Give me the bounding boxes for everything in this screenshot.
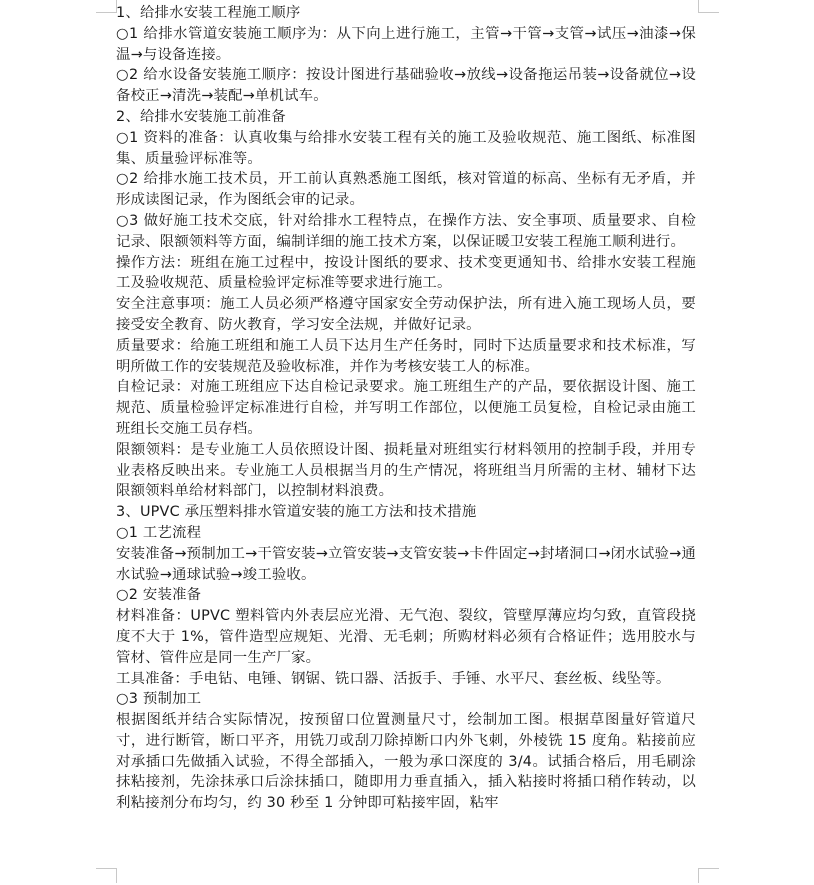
paragraph-safety-notes: 安全注意事项：施工人员必须严格遵守国家安全劳动保护法，所有进入施工现场人员，要接受安全教育、防火教育，学习安全法规，并做好记录。 xyxy=(116,296,696,333)
paragraph-pipe-installation-order: ○1 给排水管道安装施工顺序为：从下向上进行施工，主管→干管→支管→试压→油漆→保温→与设备连接。 xyxy=(116,25,696,63)
section-heading-3: 3、UPVC 承压塑料排水管道安装的施工方法和技术措施 xyxy=(116,504,477,521)
crop-mark-bottom-left xyxy=(96,868,117,883)
document-body xyxy=(116,3,696,814)
paragraph-document-preparation: ○1 资料的准备：认真收集与给排水安装工程有关的施工及验收规范、施工图纸、标准图集、质量验评标准等。 xyxy=(116,129,696,167)
crop-mark-top-right xyxy=(698,0,719,13)
paragraph-technician-review: ○2 给排水施工技术员，开工前认真熟悉施工图纸，核对管道的标高、坐标有无矛盾，并形成读图记录，作为图纸会审的记录。 xyxy=(116,171,696,209)
paragraph-self-inspection: 自检记录：对施工班组应下达自检记录要求。施工班组生产的产品，要依据设计图、施工规范、质量检验评定标准进行自检，并写明工作部位，以便施工员复检，自检记录由施工班组长交施工员存档。 xyxy=(116,379,696,437)
subheading-process-flow: ○1 工艺流程 xyxy=(116,524,202,541)
paragraph-material-prep: 材料准备：UPVC 塑料管内外表层应光滑、无气泡、裂纹，管壁厚薄应均匀致，直管段挠度不大于 1%，管件造型应规矩、光滑、无毛刺；所购材料必须有合格证件；选用胶水与管材、管件应是同一生产厂家。 xyxy=(116,608,696,666)
paragraph-operation-method: 操作方法：班组在施工过程中，按设计图纸的要求、技术变更通知书、给排水安装工程施工及验收规范、质量检验评定标准等要求进行施工。 xyxy=(116,254,696,292)
crop-mark-bottom-right xyxy=(698,868,719,883)
section-heading-2: 2、给排水安装施工前准备 xyxy=(116,108,286,125)
paragraph-prefabrication: 根据图纸并结合实际情况，按预留口位置测量尺寸，绘制加工图。根据草图量好管道尺寸，进行断管，断口平齐，用铣刀或刮刀除掉断口内外飞刺，外棱铣 15 度角。粘接前应对承插口先做插入试验，不得全部插入，一般为承口深度的 3/4。试插合格后，用毛刷涂抹粘接剂，先涂抹承口后涂抹插口，随即用力垂直插入，插入粘接时将插口稍作转动，以利粘接剂分布均匀，约 30 秒至 1 分钟即可粘接牢固，粘牢 xyxy=(116,712,696,812)
paragraph-tool-prep: 工具准备：手电钻、电锤、钢锯、铣口器、活扳手、手锤、水平尺、套丝板、线坠等。 xyxy=(116,670,671,687)
paragraph-quality-requirements: 质量要求：给施工班组和施工人员下达月生产任务时，同时下达质量要求和技术标准，写明所做工作的安装规范及验收标准，并作为考核安装工人的标准。 xyxy=(116,337,696,375)
subheading-prefabrication: ○3 预制加工 xyxy=(116,691,202,708)
paragraph-material-quota: 限额领料：是专业施工人员依照设计图、损耗量对班组实行材料领用的控制手段，并用专业表格反映出来。专业施工人员根据当月的生产情况，将班组当月所需的主材、辅材下达限额领料单给材料部门，以控制材料浪费。 xyxy=(116,441,696,500)
paragraph-process-flow: 安装准备→预制加工→干管安装→立管安装→支管安装→卡件固定→封堵洞口→闭水试验→通水试验→通球试验→竣工验收。 xyxy=(116,545,696,583)
subheading-installation-prep: ○2 安装准备 xyxy=(116,587,202,604)
paragraph-equipment-installation-order: ○2 给水设备安装施工顺序：按设计图进行基础验收→放线→设备拖运吊装→设备就位→设备校正→清洗→装配→单机试车。 xyxy=(116,67,696,105)
section-heading-1: 1、给排水安装工程施工顺序 xyxy=(116,5,301,21)
crop-mark-top-left xyxy=(96,0,117,13)
paragraph-technical-briefing: ○3 做好施工技术交底，针对给排水工程特点，在操作方法、安全事项、质量要求、自检记录、限额领料等方面，编制详细的施工技术方案，以保证暖卫安装工程施工顺利进行。 xyxy=(116,212,696,250)
